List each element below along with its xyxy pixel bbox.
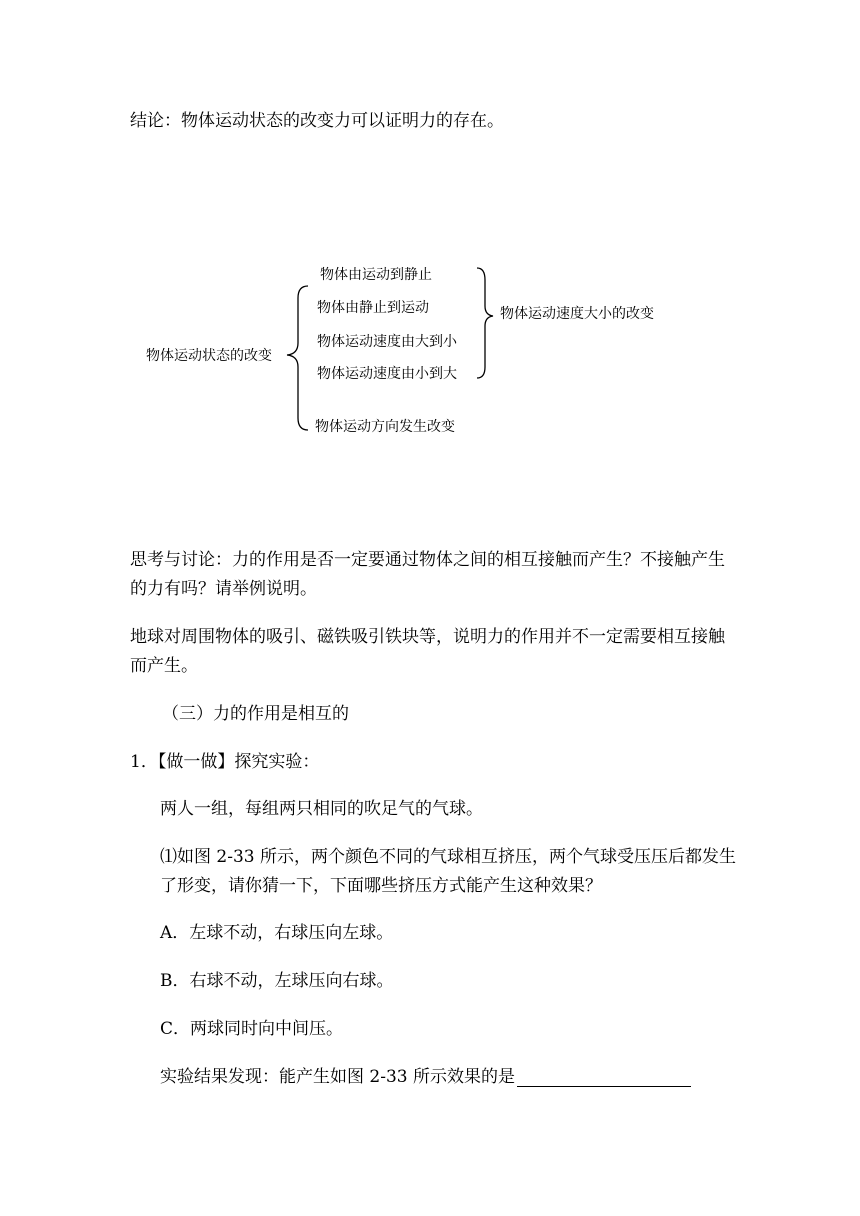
section-title: （三）力的作用是相互的 (162, 704, 349, 724)
diagram-group-label: 物体运动速度大小的改变 (500, 306, 654, 322)
answer-line-2: 而产生。 (130, 656, 198, 676)
activity-setup: 两人一组，每组两只相同的吹足气的气球。 (160, 799, 483, 819)
answer-blank[interactable] (517, 1070, 691, 1087)
question-line-1: ⑴如图 2-33 所示，两个颜色不同的气球相互挤压，两个气球受压压后都发生 (160, 847, 736, 867)
discussion-line-2: 的力有吗？请举例说明。 (130, 579, 317, 599)
conclusion-text: 结论：物体运动状态的改变力可以证明力的存在。 (130, 111, 504, 131)
option-b: B．右球不动，左球压向右球。 (160, 971, 394, 991)
diagram-item: 物体运动方向发生改变 (315, 419, 455, 435)
option-a: A．左球不动，右球压向左球。 (160, 923, 394, 943)
discussion-line-1: 思考与讨论：力的作用是否一定要通过物体之间的相互接触而产生？不接触产生 (130, 550, 725, 570)
answer-line-1: 地球对周围物体的吸引、磁铁吸引铁块等，说明力的作用并不一定需要相互接触 (130, 627, 725, 647)
result-line (160, 1067, 691, 1087)
diagram-item: 物体由静止到运动 (317, 300, 429, 316)
result-text: 实验结果发现：能产生如图 2-33 所示效果的是 (160, 1067, 515, 1087)
left-brace (287, 286, 308, 430)
right-brace (477, 268, 493, 378)
diagram-item: 物体运动速度由大到小 (317, 334, 457, 350)
diagram-item: 物体运动速度由小到大 (317, 366, 457, 382)
diagram-root-label: 物体运动状态的改变 (146, 348, 272, 364)
diagram-item: 物体由运动到静止 (320, 267, 432, 283)
activity-title: 1．【做一做】探究实验： (130, 752, 320, 772)
option-c: C．两球同时向中间压。 (160, 1019, 344, 1039)
question-line-2: 了形变，请你猜一下，下面哪些挤压方式能产生这种效果？ (160, 876, 602, 896)
